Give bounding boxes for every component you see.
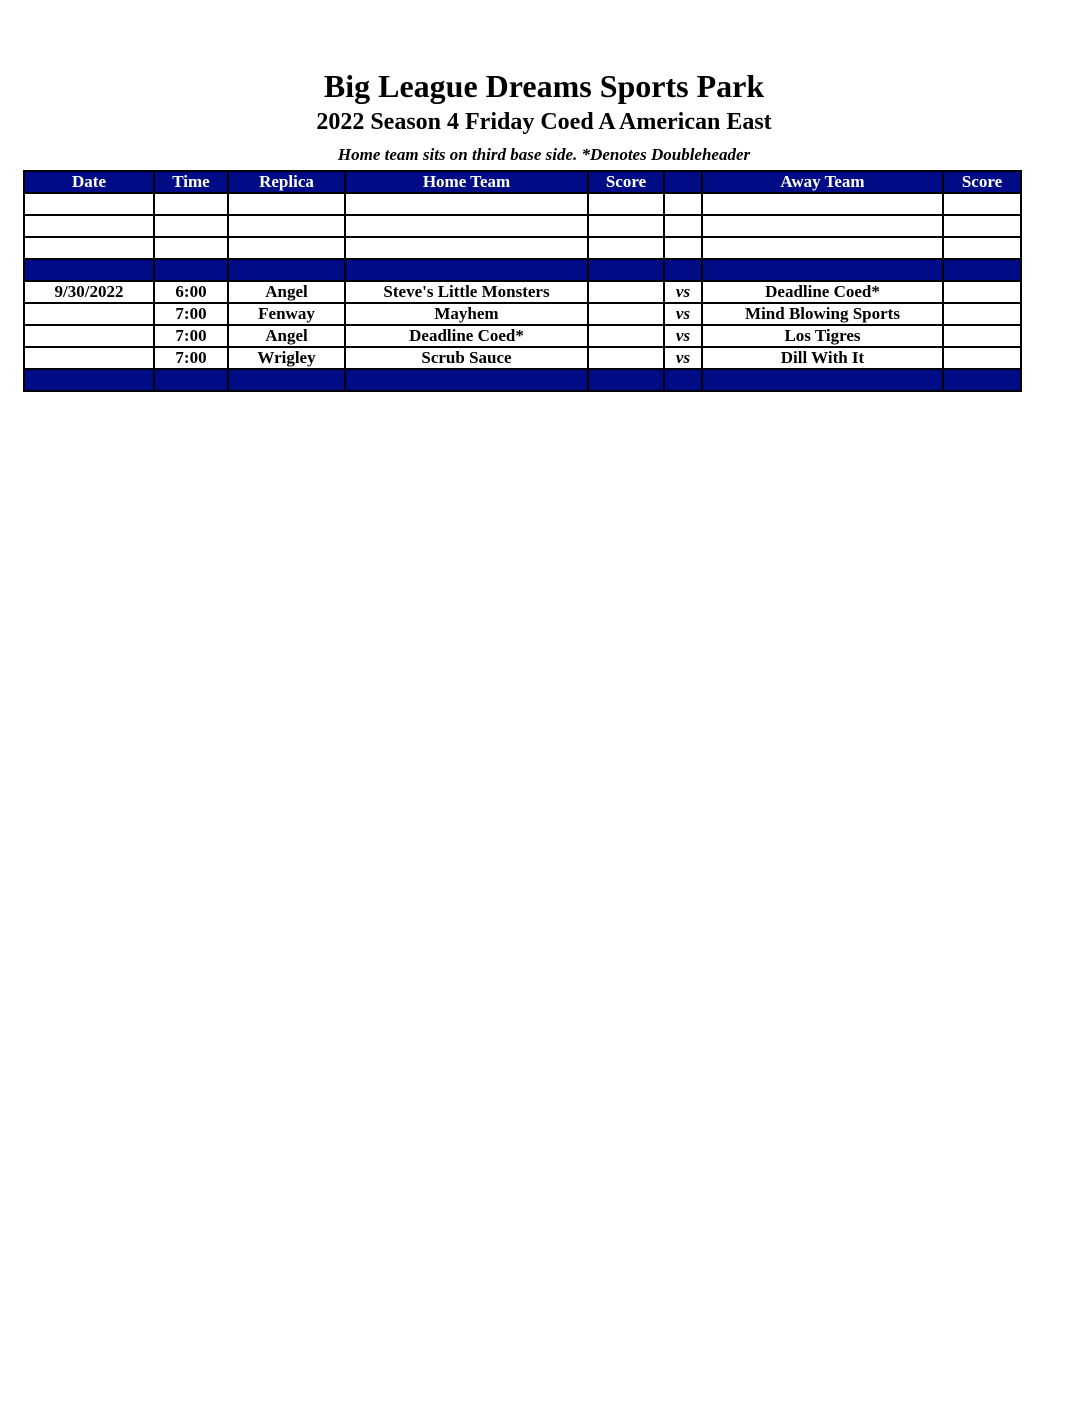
table-row [24, 347, 1021, 369]
game-time: 7:00 [154, 303, 228, 325]
home-score [588, 347, 664, 369]
column-header-date: Date [24, 171, 154, 193]
separator-row [24, 369, 1021, 391]
vs-label: vs [664, 325, 702, 347]
page-subtitle: 2022 Season 4 Friday Coed A American East [316, 109, 772, 135]
game-date [24, 325, 154, 347]
game-date: 9/30/2022 [24, 281, 154, 303]
column-header-home-score: Score [588, 171, 664, 193]
empty-row [24, 215, 1021, 237]
game-date [24, 347, 154, 369]
column-header-away-score: Score [943, 171, 1021, 193]
column-header-home-team: Home Team [345, 171, 588, 193]
game-replica: Angel [228, 325, 345, 347]
empty-row [24, 193, 1021, 215]
away-team: Deadline Coed* [702, 281, 943, 303]
schedule-table [23, 170, 1022, 392]
home-score [588, 303, 664, 325]
game-replica: Fenway [228, 303, 345, 325]
game-time: 7:00 [154, 347, 228, 369]
game-date [24, 303, 154, 325]
table-row [24, 325, 1021, 347]
schedule-note: Home team sits on third base side. *Denotes Doubleheader [337, 145, 751, 164]
table-row [24, 303, 1021, 325]
game-time: 7:00 [154, 325, 228, 347]
column-header-replica: Replica [228, 171, 345, 193]
vs-label: vs [664, 281, 702, 303]
away-score [943, 347, 1021, 369]
home-team: Steve's Little Monsters [345, 281, 588, 303]
vs-label: vs [664, 347, 702, 369]
away-team: Mind Blowing Sports [702, 303, 943, 325]
home-team: Deadline Coed* [345, 325, 588, 347]
column-header-away-team: Away Team [702, 171, 943, 193]
home-team: Mayhem [345, 303, 588, 325]
page-title: Big League Dreams Sports Park [323, 68, 765, 104]
table-row [24, 281, 1021, 303]
column-header-vs [664, 171, 702, 193]
game-replica: Angel [228, 281, 345, 303]
game-replica: Wrigley [228, 347, 345, 369]
home-score [588, 281, 664, 303]
away-team: Dill With It [702, 347, 943, 369]
table-header-row [24, 171, 1021, 193]
column-header-time: Time [154, 171, 228, 193]
separator-row [24, 259, 1021, 281]
away-score [943, 303, 1021, 325]
vs-label: vs [664, 303, 702, 325]
home-team: Scrub Sauce [345, 347, 588, 369]
empty-row [24, 237, 1021, 259]
away-score [943, 281, 1021, 303]
game-time: 6:00 [154, 281, 228, 303]
away-score [943, 325, 1021, 347]
home-score [588, 325, 664, 347]
away-team: Los Tigres [702, 325, 943, 347]
